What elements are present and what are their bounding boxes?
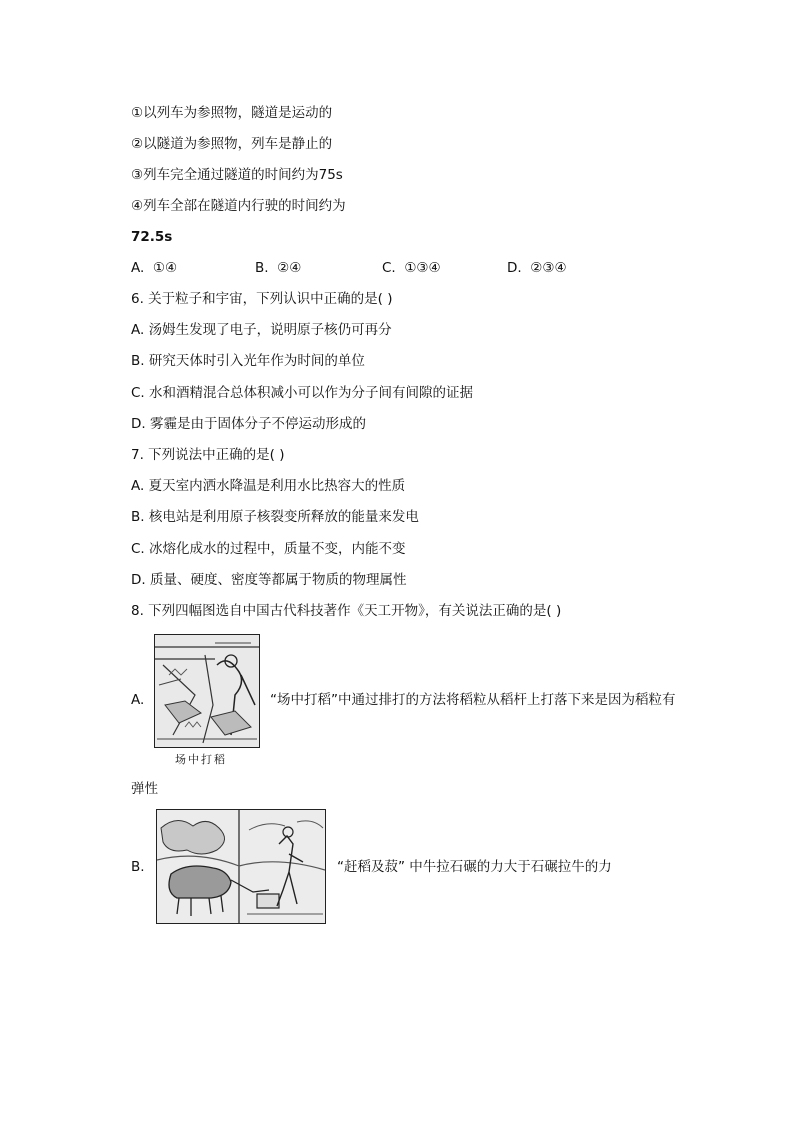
- statement-3: ③列车完全通过隧道的时间约为75s: [131, 167, 343, 183]
- q6-stem: 6. 关于粒子和宇宙，下列认识中正确的是( ): [131, 291, 393, 307]
- q5-option-a: [131, 259, 177, 277]
- threshing-rice-illustration: [154, 634, 260, 748]
- option-text: ①④: [152, 260, 178, 276]
- q8-stem: 8. 下列四幅图选自中国古代科技著作《天工开物》，有关说法正确的是( ): [131, 603, 562, 619]
- statement-4: ④列车全部在隧道内行驶的时间约为: [131, 198, 346, 214]
- statement-1: ①以列车为参照物，隧道是运动的: [131, 105, 333, 121]
- ox-pulling-roller-illustration: [156, 809, 326, 924]
- q6-option-d: D. 雾霾是由于固体分子不停运动形成的: [131, 416, 366, 432]
- q5-options: [131, 259, 611, 277]
- q6-option-c: C. 水和酒精混合总体积减小可以作为分子间有间隙的证据: [131, 385, 474, 401]
- q6-option-b: B. 研究天体时引入光年作为时间的单位: [131, 353, 365, 369]
- statement-4-continuation: 72.5s: [131, 229, 173, 245]
- q7-option-a: A. 夏天室内洒水降温是利用水比热容大的性质: [131, 478, 406, 494]
- q8-option-a-continuation: 弹性: [131, 781, 158, 797]
- q8-option-a-text: “场中打稻”中通过排打的方法将稻粒从稻杆上打落下来是因为稻粒有: [270, 692, 676, 708]
- q5-option-c: [382, 259, 441, 277]
- q6-option-a: A. 汤姆生发现了电子，说明原子核仍可再分: [131, 322, 392, 338]
- option-letter: A.: [131, 260, 145, 276]
- q7-option-d: D. 质量、硬度、密度等都属于物质的物理属性: [131, 572, 407, 588]
- q5-option-d: [507, 259, 567, 277]
- q5-option-b: [255, 259, 301, 277]
- option-text: ①③④: [404, 260, 441, 276]
- option-letter: B.: [255, 260, 269, 276]
- woodcut-image: [157, 810, 325, 923]
- statement-2: ②以隧道为参照物，列车是静止的: [131, 136, 333, 152]
- option-letter: D.: [507, 260, 522, 276]
- option-text: ②④: [277, 260, 302, 276]
- q7-stem: 7. 下列说法中正确的是( ): [131, 447, 285, 463]
- option-text: ②③④: [530, 260, 567, 276]
- q8-option-b-text: “赶稻及菽” 中牛拉石碾的力大于石碾拉牛的力: [337, 859, 612, 875]
- option-letter: C.: [382, 260, 396, 276]
- q7-option-b: B. 核电站是利用原子核裂变所释放的能量来发电: [131, 509, 419, 525]
- q8-option-b-letter: B.: [131, 859, 145, 875]
- woodcut-image: [155, 635, 259, 747]
- q8-option-a-letter: A.: [131, 692, 145, 708]
- q7-option-c: C. 冰熔化成水的过程中，质量不变，内能不变: [131, 541, 406, 557]
- threshing-caption: 场中打稻: [175, 753, 227, 766]
